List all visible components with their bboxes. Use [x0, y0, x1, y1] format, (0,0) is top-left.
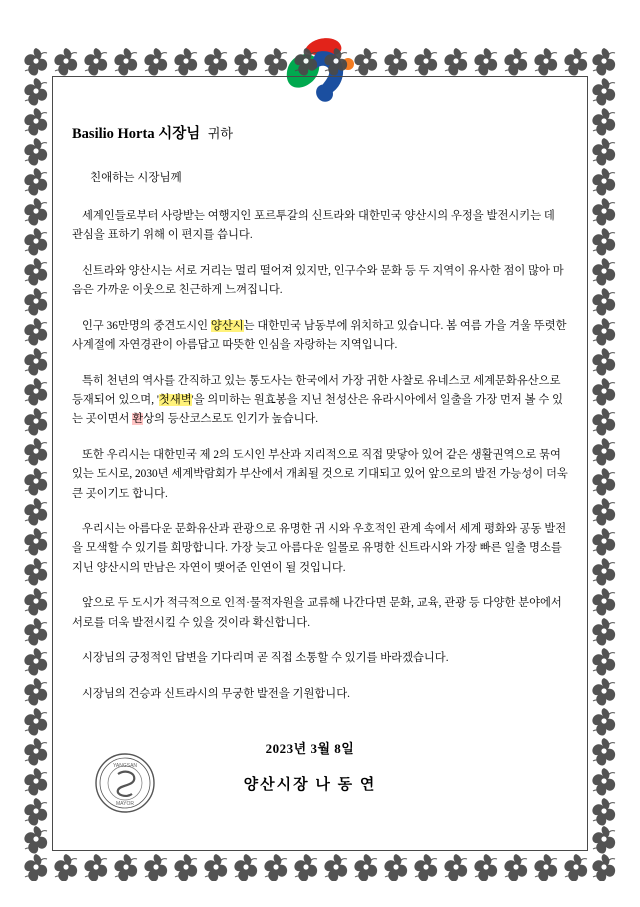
paragraph-7: 앞으로 두 도시가 적극적으로 인적·물적자원을 교류해 나간다면 문화, 교육, 관광 등 다양한 분야에서 서로를 더욱 발전시킬 수 있을 것이라 확신합니다.	[72, 597, 562, 629]
recipient-honorific: 귀하	[207, 126, 233, 141]
paragraph-4-text-a: 특히 천년의 역사를 간직하고 있는 통도사는 한국에서 가장 귀한 사찰로 유네스코 세계문화유산으로 등재되어 있으며, '	[72, 374, 561, 406]
salutation	[72, 122, 568, 143]
svg-text:YANGSAN: YANGSAN	[112, 763, 138, 769]
paragraph-4	[72, 372, 568, 430]
paragraph-3-text-b: 는 대한민국 남동부에 위치하고 있습니다. 봄 여름 가을 겨울 뚜렷한 사계절에 자연경관이 아름답고 따뜻한 인심을 자랑하는 지역입니다.	[72, 319, 567, 352]
yangsan-city-logo	[275, 34, 367, 106]
paragraph-8: 시장님의 긍정적인 답변을 기다리며 곧 직접 소통할 수 있기를 바라겠습니다.	[82, 652, 449, 665]
paragraph-6: 우리시는 아름다운 문화유산과 관광으로 유명한 귀 시와 우호적인 관계 속에서 세계 평화와 공동 발전을 모색할 수 있기를 희망합니다. 가장 늦고 아름다운 일몰로 유명한 신트라시와 가장 빠른 일출 명소를 지닌 양산시의 만남은 자연이 맺어준 인연이 될 것입니다.	[72, 523, 567, 574]
paragraph-4-text-c: 상의 등산코스로도 인기가 높습니다.	[143, 413, 319, 426]
highlight-yangsan: 양산시	[210, 319, 244, 332]
paragraph-5: 또한 우리시는 대한민국 제 2의 도시인 부산과 지리적으로 직접 맞닿아 있어 같은 생활권역으로 묶여 있는 도시로, 2030년 세계박람회가 부산에서 개최될 것으로 기대되고 있어 앞으로의 발전 가능성이 더욱 큰 곳이기도 합니다.	[72, 448, 568, 500]
recipient-title: 시장님	[158, 126, 201, 142]
paragraph-2: 신트라와 양산시는 서로 거리는 멀리 떨어져 있지만, 인구수와 문화 등 두 지역이 유사한 점이 많아 마음은 가까운 이웃으로 친근하게 느껴집니다.	[72, 264, 564, 297]
yangsan-mayor-seal	[94, 752, 156, 814]
greeting-line: 친애하는 시장님께	[90, 172, 182, 184]
recipient-name: Basilio Horta	[72, 126, 155, 142]
paragraph-9: 시장님의 건승과 신트라시의 무궁한 발전을 기원합니다.	[82, 687, 350, 700]
paragraph-1: 세계인들로부터 사랑받는 여행지인 포르투갈의 신트라와 대한민국 양산시의 우정을 발전시키는 데 관심을 표하기 위해 이 편지를 씁니다.	[72, 210, 555, 242]
paragraph-4-text-b: '을 의미하는 원효봉을 지닌 천성산은 유라시아에서 일출을 가장 먼저 볼 수 있는 곳이면서	[72, 393, 564, 426]
svg-text:MAYOR: MAYOR	[116, 801, 134, 807]
highlight-fantasy: 환	[132, 413, 144, 426]
paragraph-3-text-a: 인구 36만명의 중견도시인	[82, 319, 211, 332]
highlight-first-dawn: 첫새벽	[158, 393, 192, 406]
paragraph-3	[72, 317, 568, 356]
letter-signer: 양산시장 나 동 연	[243, 777, 377, 794]
letter-content	[72, 122, 568, 794]
letter-date: 2023년 3월 8일	[265, 741, 355, 757]
